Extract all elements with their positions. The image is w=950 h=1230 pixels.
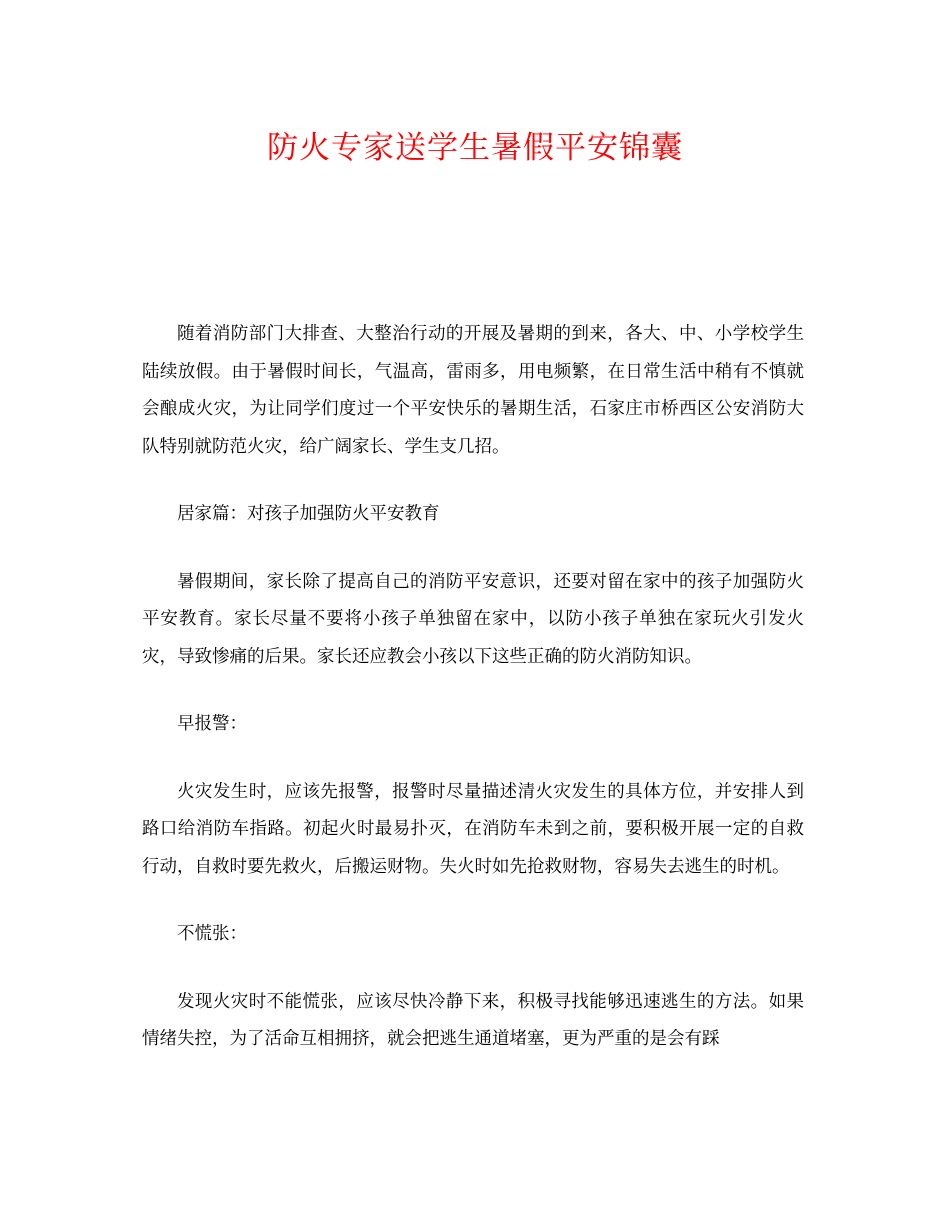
- paragraph-home-education: 暑假期间，家长除了提高自己的消防平安意识，还要对留在家中的孩子加强防火平安教育。家长尽量不要将小孩子单独留在家中，以防小孩子单独在家玩火引发火灾，导致惨痛的后果。家长还应教会小孩以下这些正确的防火消防知识。: [142, 571, 804, 667]
- document-body: [142, 316, 804, 1059]
- subheading-early-alarm: 早报警：: [177, 714, 247, 734]
- section-heading-home: 居家篇：对孩子加强防火平安教育: [177, 504, 440, 524]
- paragraph-no-panic: 发现火灾时不能慌张，应该尽快冷静下来，积极寻找能够迅速逃生的方法。如果情绪失控，为了活命互相拥挤，就会把逃生通道堵塞，更为严重的是会有踩: [142, 991, 804, 1049]
- subheading-no-panic: 不慌张：: [177, 924, 247, 944]
- document-title: 防火专家送学生暑假平安锦囊: [267, 130, 683, 166]
- paragraph-intro: 随着消防部门大排查、大整治行动的开展及暑期的到来，各大、中、小学校学生陆续放假。由于暑假时间长，气温高，雷雨多，用电频繁，在日常生活中稍有不慎就会酿成火灾，为让同学们度过一个平安快乐的暑期生活，石家庄市桥西区公安消防大队特别就防范火灾，给广阔家长、学生支几招。: [142, 324, 804, 457]
- paragraph-early-alarm: 火灾发生时，应该先报警，报警时尽量描述清火灾发生的具体方位，并安排人到路口给消防车指路。初起火时最易扑灭，在消防车未到之前，要积极开展一定的自救行动，自救时要先救火，后搬运财物。失火时如先抢救财物，容易失去逃生的时机。: [142, 781, 804, 877]
